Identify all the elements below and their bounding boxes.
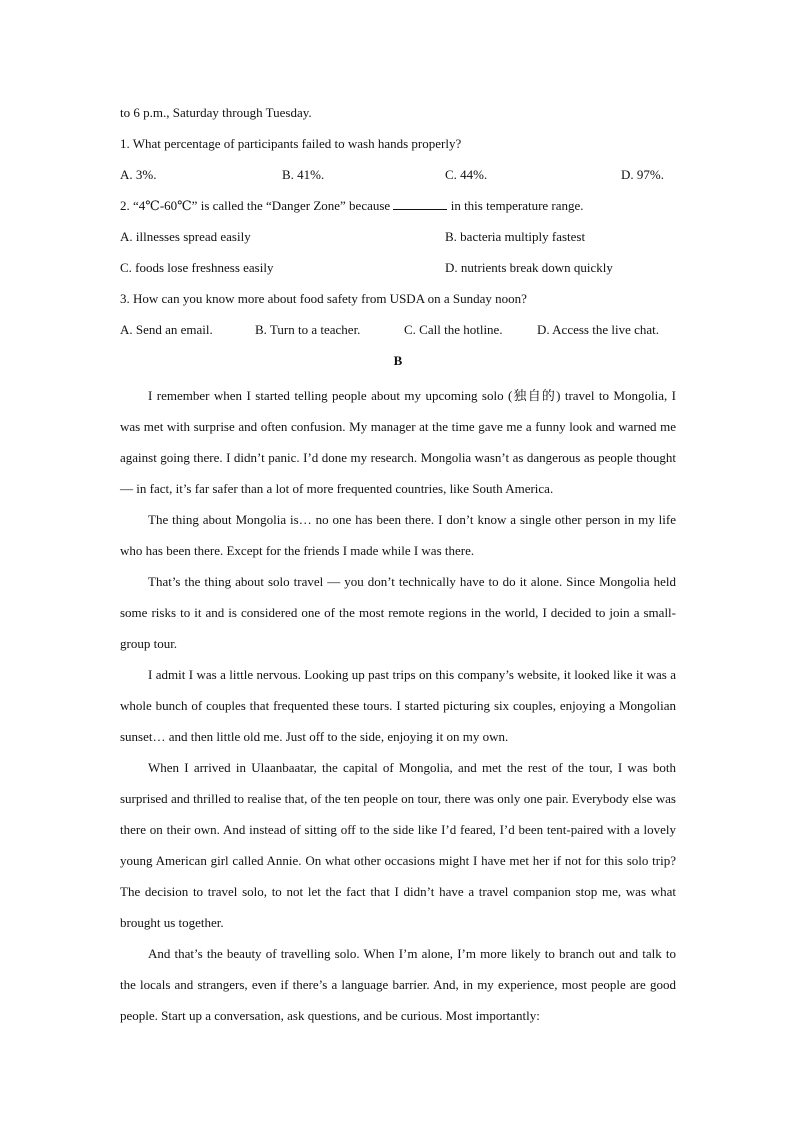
- q2-stem-start: 2. “4℃-60℃” is called the “Danger Zone” because: [120, 198, 391, 213]
- paragraph: When I arrived in Ulaanbaatar, the capital of Mongolia, and met the rest of the tour, I was both surprised and thrilled to realise that, of the ten people on tour, there was only one pair. Everybody else was there on their own. And instead of sitting off to the side like I’d feared, I’d been tent-paired with a lovely young American girl called Annie. On what other occasions might I have met her if not for this solo trip? The decision to travel solo, to not let the fact that I didn’t have a travel companion stop me, was what brought us together.: [120, 760, 676, 930]
- q1-option-a: A. 3%.: [120, 167, 157, 182]
- question-2-stem: [120, 194, 676, 225]
- q1-option-d: D. 97%.: [621, 167, 664, 182]
- question-2-options-row-1: [120, 225, 676, 256]
- continuation-line: to 6 p.m., Saturday through Tuesday.: [120, 105, 312, 120]
- q2-stem-end: in this temperature range.: [450, 198, 584, 213]
- paragraph: The thing about Mongolia is… no one has been there. I don’t know a single other person in my life who has been there. Except for the friends I made while I was there.: [120, 512, 676, 558]
- q2-option-c: C. foods lose freshness easily: [120, 260, 274, 275]
- paragraph: I admit I was a little nervous. Looking up past trips on this company’s website, it looked like it was a whole bunch of couples that frequented these tours. I started picturing six couples, enjoying a Mongolian sunset… and then little old me. Just off to the side, enjoying it on my own.: [120, 667, 676, 744]
- question-1-stem: 1. What percentage of participants failed to wash hands properly?: [120, 136, 462, 151]
- question-3-options: [120, 318, 676, 349]
- paragraph: I remember when I started telling people about my upcoming solo (独自的) travel to Mongolia, I was met with surprise and often confusion. My manager at the time gave me a funny look and warned me against going there. I didn’t panic. I’d done my research. Mongolia wasn’t as dangerous as people thought — in fact, it’s far safer than a lot of more frequented countries, like South America.: [120, 388, 676, 496]
- q1-option-b: B. 41%.: [282, 167, 325, 182]
- question-2-options-row-2: [120, 256, 676, 287]
- question-1-options: [120, 163, 676, 194]
- q3-option-d: D. Access the live chat.: [537, 322, 660, 337]
- q2-option-b: B. bacteria multiply fastest: [445, 229, 586, 244]
- q2-option-a: A. illnesses spread easily: [120, 229, 251, 244]
- q3-option-c: C. Call the hotline.: [404, 322, 503, 337]
- section-label: B: [393, 353, 403, 368]
- q2-option-d: D. nutrients break down quickly: [445, 260, 613, 275]
- answer-blank: [393, 197, 447, 210]
- document-page: [120, 101, 676, 1031]
- q1-option-c: C. 44%.: [445, 167, 488, 182]
- question-3-stem: 3. How can you know more about food safety from USDA on a Sunday noon?: [120, 291, 527, 306]
- q3-option-a: A. Send an email.: [120, 322, 213, 337]
- paragraph: That’s the thing about solo travel — you don’t technically have to do it alone. Since Mongolia held some risks to it and is considered one of the most remote regions in the world, I decided to join a small-group tour.: [120, 574, 676, 651]
- paragraph: And that’s the beauty of travelling solo. When I’m alone, I’m more likely to branch out and talk to the locals and strangers, even if there’s a language barrier. And, in my experience, most people are good people. Start up a conversation, ask questions, and be curious. Most importantly:: [120, 946, 676, 1023]
- q3-option-b: B. Turn to a teacher.: [255, 322, 361, 337]
- passage: [120, 380, 676, 1031]
